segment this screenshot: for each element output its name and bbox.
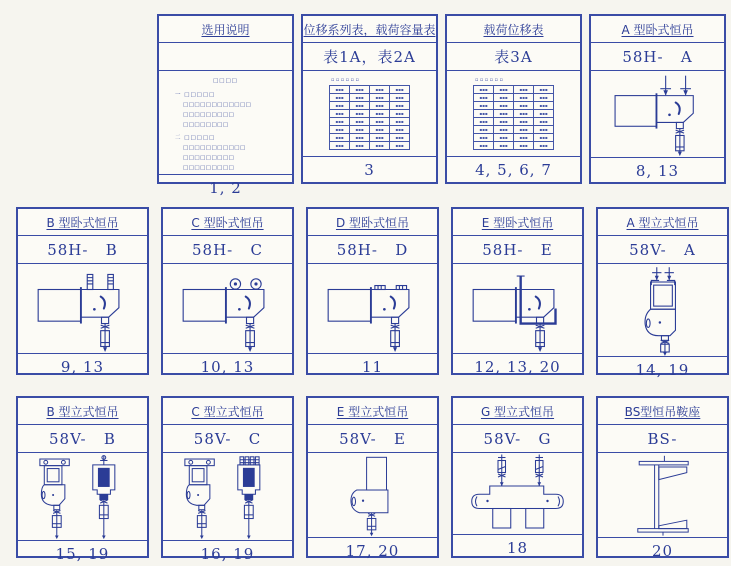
card-pages: 10, 13 xyxy=(163,353,292,379)
row-3 xyxy=(16,396,729,563)
hanger-58h-a-drawing xyxy=(591,71,724,157)
card-subtitle: 表1A，表2A xyxy=(303,43,436,71)
card-58v-b xyxy=(16,396,149,563)
card-title: 位移系列表，载荷容量表 xyxy=(303,16,436,43)
card-58h-b xyxy=(16,207,149,375)
mini-table-graphic xyxy=(473,77,554,150)
card-pages: 16, 19 xyxy=(163,540,292,566)
card-58h-e xyxy=(451,207,584,375)
hanger-58v-a-drawing xyxy=(598,264,727,356)
card-58v-c xyxy=(161,396,294,563)
card-subtitle: 58V- G xyxy=(453,425,582,453)
card-title: D 型卧式恒吊 xyxy=(308,209,437,236)
card-pages: 4, 5, 6, 7 xyxy=(447,156,580,182)
card-58v-g xyxy=(451,396,584,558)
card-subtitle: 58H- D xyxy=(308,236,437,264)
card-subtitle: 58V- E xyxy=(308,425,437,453)
card-bs-saddle xyxy=(596,396,729,558)
mini-table-title: ▫▫▫▫▫▫ xyxy=(331,77,361,83)
mini-table: ▪▪▪ ▪▪▪ ▪▪▪ ▪▪▪ ▪▪▪ ▪▪▪ ▪▪▪ ▪▪▪ ▪▪▪ ▪▪▪ ▪▪▪ ▪▪▪ ▪▪▪ ▪▪▪ ▪▪▪ ▪▪▪ ▪▪▪ ▪▪▪ ▪▪▪ ▪▪▪ ▪▪▪ ▪▪▪ ▪▪▪ ▪▪▪ ▪▪▪ ▪▪▪ ▪▪▪ ▪▪▪ ▪▪▪ ▪▪▪ ▪▪▪ ▪▪▪ xyxy=(329,85,410,150)
hanger-58v-c-drawing xyxy=(163,453,292,540)
card-title: B 型卧式恒吊 xyxy=(18,209,147,236)
card-subtitle: 表3A xyxy=(447,43,580,71)
card-title: E 型卧式恒吊 xyxy=(453,209,582,236)
hanger-58h-d-drawing xyxy=(308,264,437,353)
card-subtitle: 58H- C xyxy=(163,236,292,264)
card-title: B 型立式恒吊 xyxy=(18,398,147,425)
hanger-58h-c-drawing xyxy=(163,264,292,353)
card-pages: 18 xyxy=(453,534,582,560)
card-pages: 8, 13 xyxy=(591,157,724,183)
card-58h-a xyxy=(589,14,726,184)
card-title: C 型立式恒吊 xyxy=(163,398,292,425)
card-load-displacement-table xyxy=(445,14,582,184)
hanger-58v-e-drawing xyxy=(308,453,437,537)
card-pages: 1, 2 xyxy=(159,174,292,200)
card-subtitle: 58H- B xyxy=(18,236,147,264)
card-displacement-series-tables xyxy=(301,14,438,184)
card-pages: 20 xyxy=(598,537,727,563)
hanger-58h-b-drawing xyxy=(18,264,147,353)
table-thumbnail xyxy=(447,71,580,156)
bs-saddle-drawing xyxy=(598,453,727,537)
card-subtitle: 58H- E xyxy=(453,236,582,264)
card-pages: 15, 19 xyxy=(18,540,147,566)
card-58h-c xyxy=(161,207,294,375)
card-pages: 9, 13 xyxy=(18,353,147,379)
mini-table-title: ▫▫▫▫▫▫ xyxy=(475,77,505,83)
card-subtitle: 58V- A xyxy=(598,236,727,264)
card-58v-a xyxy=(596,207,729,379)
card-title: E 型立式恒吊 xyxy=(308,398,437,425)
card-58h-d xyxy=(306,207,439,375)
card-title: C 型卧式恒吊 xyxy=(163,209,292,236)
card-pages: 17, 20 xyxy=(308,537,437,563)
card-title: BS型恒吊鞍座 xyxy=(598,398,727,425)
card-title: A 型卧式恒吊 xyxy=(591,16,724,43)
table-thumbnail xyxy=(303,71,436,156)
card-pages: 14, 19 xyxy=(598,356,727,382)
card-subtitle: 58V- B xyxy=(18,425,147,453)
card-subtitle: BS- xyxy=(598,425,727,453)
card-subtitle: 58H- A xyxy=(591,43,724,71)
hanger-58v-g-drawing xyxy=(453,453,582,534)
row-1 xyxy=(157,14,726,197)
mini-table-graphic xyxy=(329,77,410,150)
card-selection-notes xyxy=(157,14,294,197)
tiny-text-block: □□□□ 一 □□□□□ □□□□□□□□□□□□ □□□□□□□□□ □□□□□□□□ 二 □□□□□ □□□□□□□□□□□ □□□□□□□□□ □□□□□□□□□ xyxy=(175,78,252,172)
card-subtitle: 58V- C xyxy=(163,425,292,453)
card-pages: 11 xyxy=(308,353,437,379)
card-title: 载荷位移表 xyxy=(447,16,580,43)
selection-notes-placeholder xyxy=(159,71,292,174)
mini-table: ▪▪▪ ▪▪▪ ▪▪▪ ▪▪▪ ▪▪▪ ▪▪▪ ▪▪▪ ▪▪▪ ▪▪▪ ▪▪▪ ▪▪▪ ▪▪▪ ▪▪▪ ▪▪▪ ▪▪▪ ▪▪▪ ▪▪▪ ▪▪▪ ▪▪▪ ▪▪▪ ▪▪▪ ▪▪▪ ▪▪▪ ▪▪▪ ▪▪▪ ▪▪▪ ▪▪▪ ▪▪▪ ▪▪▪ ▪▪▪ ▪▪▪ ▪▪▪ xyxy=(473,85,554,150)
card-title: 选用说明 xyxy=(159,16,292,43)
card-subtitle xyxy=(159,43,292,71)
hanger-58v-b-drawing xyxy=(18,453,147,540)
hanger-58h-e-drawing xyxy=(453,264,582,353)
card-58v-e xyxy=(306,396,439,558)
card-title: A 型立式恒吊 xyxy=(598,209,727,236)
card-pages: 12, 13, 20 xyxy=(453,353,582,379)
row-2 xyxy=(16,207,729,379)
card-pages: 3 xyxy=(303,156,436,182)
card-title: G 型立式恒吊 xyxy=(453,398,582,425)
